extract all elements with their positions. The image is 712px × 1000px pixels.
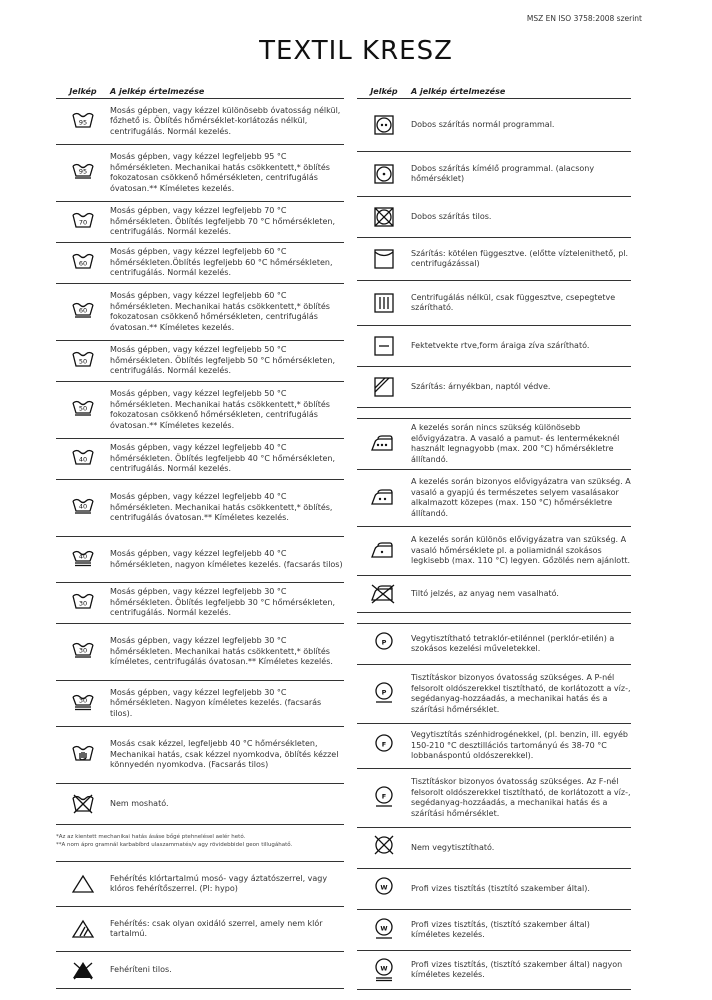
section-divider — [357, 613, 631, 624]
washing-row — [56, 99, 344, 145]
symbol-meaning: Fektetvekte rtve,form áraiga zíva szárítható. — [411, 340, 590, 350]
no-tumble-dry-icon — [357, 206, 411, 228]
symbol-meaning: Mosás gépben, vagy kézzel legfeljebb 50 °C hőmérsékleten. Öblítés legfeljebb 50 °C hőmérsékleten, centrifugálás. Normál kezelés. — [110, 345, 336, 376]
wash-tub-icon — [56, 497, 110, 519]
professional-care-row — [357, 724, 631, 769]
standard-reference: MSZ EN ISO 3758:2008 szerint — [526, 14, 642, 23]
symbol-meaning: Mosás csak kézzel, legfeljebb 40 °C hőmérsékleten, Mechanikai hatás, csak kézzel nyomkodva, öblítés kézzel könnyedén nyomkodva. (Facsarás tilos) — [110, 739, 339, 770]
symbol-meaning: Mosás gépben, vagy kézzel legfeljebb 60 °C hőmérsékleten.Öblítés legfeljebb 60 °C hőmérsékleten, centrifugálás. Normál kezelés. — [110, 247, 333, 278]
line-dry-icon — [357, 248, 411, 270]
wash-tub-icon — [56, 693, 110, 715]
symbol-meaning: Dobos szárítás kímélő programmal. (alacsony hőmérséklet) — [411, 163, 595, 183]
ironing-row — [357, 527, 631, 576]
symbol-meaning: Nem mosható. — [110, 798, 169, 808]
washing-row — [56, 439, 344, 480]
left-table-header — [56, 80, 344, 99]
wash-tub-icon — [56, 350, 110, 372]
wet-clean-very-gentle-icon — [357, 957, 411, 983]
symbol-meaning: Profi vizes tisztítás (tisztító szakember által). — [411, 883, 590, 893]
dry-clean-f-gentle-icon — [357, 785, 411, 811]
washing-row — [56, 202, 344, 243]
wash-tub-icon — [56, 211, 110, 233]
svg-text:F: F — [381, 792, 387, 801]
dry-shade-icon — [357, 376, 411, 398]
washing-row — [56, 145, 344, 202]
svg-text:50: 50 — [78, 404, 88, 413]
wet-clean-icon — [357, 876, 411, 902]
symbol-meaning: Centrifugálás nélkül, csak függesztve, csepegtetve szárítható. — [411, 292, 616, 312]
symbol-meaning: Nem vegytisztítható. — [411, 842, 495, 852]
washing-row — [56, 784, 344, 825]
symbol-meaning: Mosás gépben, vagy kézzel legfeljebb 60 °C hőmérsékleten. Mechanikai hatás csökkentett,* öblítés fokozatosan csökkenő hőmérsékleten, centrifugálás óvatosan.** Kíméletes kezelés. — [110, 291, 330, 332]
washing-row — [56, 624, 344, 681]
symbol-column-header: Jelkép — [370, 87, 398, 96]
no-bleach-icon — [56, 960, 110, 980]
symbol-meaning: Vegytisztítás szénhidrogénekkel, (pl. benzin, ill. egyéb 150-210 °C desztillációs tartományú és 38-70 °C lobbanáspontú oldószerekkel). — [411, 730, 629, 761]
bleach-triangle-icon — [56, 874, 110, 894]
symbol-meaning: A kezelés során különös elővigyázatra van szükség. A vasaló hőmérséklete pl. a poliamidnál szokásos legkisebb (max. 110 °C) legyen. Gőzölés nem ajánlott. — [411, 535, 631, 566]
svg-text:40: 40 — [78, 455, 88, 464]
svg-text:60: 60 — [78, 306, 88, 315]
washing-row — [56, 727, 344, 784]
section-divider — [357, 408, 631, 419]
symbol-meaning: Vegytisztítható tetraklór-etilénnel (perklór-etilén) a szokásos kezelési műveletekkel. — [411, 633, 615, 653]
washing-row — [56, 480, 344, 537]
hand-wash-icon — [56, 744, 110, 766]
svg-text:P: P — [381, 638, 387, 647]
no-dry-clean-icon — [357, 835, 411, 861]
wash-tub-icon — [56, 111, 110, 133]
iron-high-icon — [357, 434, 411, 454]
bleaching-row — [56, 952, 344, 989]
drying-row — [357, 326, 631, 367]
ironing-row — [357, 470, 631, 527]
wash-tub-icon — [56, 252, 110, 274]
tumble-dry-normal-icon — [357, 114, 411, 136]
iron-low-icon — [357, 541, 411, 561]
iron-medium-icon — [357, 488, 411, 508]
symbol-meaning: Szárítás: árnyékban, naptól védve. — [411, 381, 551, 391]
symbol-meaning: Tisztításkor bizonyos óvatosság szükséges. Az F-nél felsorolt oldószerekkel tisztítható, de korlátozott a víz-, segédanyag-hozzáadás, a mechanikai hatás és a szárítási hőmérséklet. — [411, 777, 631, 818]
tumble-dry-low-icon — [357, 163, 411, 185]
bleaching-row — [56, 907, 344, 952]
professional-care-row — [357, 910, 631, 951]
footnotes — [56, 825, 344, 862]
wash-tub-icon — [56, 592, 110, 614]
svg-text:70: 70 — [78, 218, 88, 227]
drying-row — [357, 152, 631, 197]
drip-dry-icon — [357, 292, 411, 314]
bleaching-row — [56, 862, 344, 907]
svg-text:40: 40 — [78, 552, 88, 560]
svg-text:40: 40 — [78, 502, 88, 511]
symbol-meaning: Tiltó jelzés, az anyag nem vasalható. — [411, 588, 559, 598]
drying-row — [357, 367, 631, 408]
drying-row — [357, 238, 631, 281]
symbol-column-header: Jelkép — [69, 87, 97, 96]
symbol-meaning: Fehéríteni tilos. — [110, 964, 172, 974]
symbol-meaning: Mosás gépben, vagy kézzel legfeljebb 50 °C hőmérsékleten. Mechanikai hatás csökkentett,* öblítés fokozatosan csökkenő hőmérsékleten, centrifugálás óvatosan.** Kíméletes kezelés. — [110, 389, 330, 430]
symbol-meaning: Tisztításkor bizonyos óvatosság szükséges. A P-nél felsorolt oldószerekkel tisztítható, de korlátozott a víz-, segédanyag-hozzáadás, a mechanikai hatás és a szárítási hőmérséklet. — [411, 673, 631, 714]
svg-text:50: 50 — [78, 357, 88, 366]
left-column — [56, 80, 344, 989]
professional-care-row — [357, 951, 631, 990]
symbol-meaning: A kezelés során nincs szükség különösebb elővigyázatra. A vasaló a pamut- és lentermékeknél használt legnagyobb (max. 200 °C) hőmérsékletre állítandó. — [411, 423, 620, 464]
wash-tub-icon — [56, 162, 110, 184]
ironing-row — [357, 576, 631, 613]
svg-text:30: 30 — [78, 696, 88, 704]
wet-clean-gentle-icon — [357, 917, 411, 943]
washing-row — [56, 382, 344, 439]
page-title: TEXTIL KRESZ — [259, 36, 453, 66]
svg-text:95: 95 — [78, 167, 88, 176]
professional-care-row — [357, 769, 631, 828]
footnote: **A nom ápro gramnál karbabíbrd ulaszammatés/v agy rövidebbidel geon tillugáhatő. — [56, 842, 293, 848]
professional-care-row — [357, 828, 631, 869]
washing-row — [56, 583, 344, 624]
svg-text:95: 95 — [78, 118, 88, 126]
wash-tub-icon — [56, 399, 110, 421]
professional-care-row — [357, 869, 631, 910]
symbol-meaning: Profi vizes tisztítás, (tisztító szakember által) nagyon kíméletes kezelés. — [411, 959, 623, 979]
bleach-non-chlorine-icon — [56, 919, 110, 939]
symbol-meaning: Mosás gépben, vagy kézzel legfeljebb 30 °C hőmérsékleten. Öblítés legfeljebb 30 °C hőmérsékleten, centrifugálás. Normál kezelés. — [110, 587, 336, 618]
symbol-meaning: A kezelés során bizonyos elővigyázatra van szükség. A vasaló a gyapjú és természetes selyem vasalásakor alkalmazott közepes (max. 150 °C) hőmérsékletre állítandó. — [411, 477, 631, 518]
wash-tub-icon — [56, 301, 110, 323]
svg-text:W: W — [380, 924, 388, 933]
washing-row — [56, 341, 344, 382]
svg-text:W: W — [380, 883, 388, 892]
right-table-header — [357, 80, 631, 99]
washing-row — [56, 537, 344, 583]
dry-clean-f-icon — [357, 733, 411, 759]
symbol-meaning: Fehérítés klórtartalmú mosó- vagy áztatószerrel, vagy klóros fehérítőszerrel. (Pl: hypo) — [110, 873, 328, 893]
symbol-meaning: Szárítás: kötélen függesztve. (előtte víztelenithető, pl. centrifugázással) — [411, 248, 629, 268]
drying-row — [357, 281, 631, 326]
drying-row — [357, 197, 631, 238]
washing-row — [56, 284, 344, 341]
wash-tub-icon — [56, 641, 110, 663]
no-wash-icon — [56, 793, 110, 815]
professional-care-row — [357, 665, 631, 724]
svg-text:60: 60 — [78, 259, 88, 268]
symbol-meaning: Mosás gépben, vagy kézzel legfeljebb 30 °C hőmérsékleten. Nagyon kíméletes kezelés. (facsarás tilos). — [110, 687, 322, 718]
dry-clean-p-gentle-icon — [357, 681, 411, 707]
symbol-meaning: Mosás gépben, vagy kézzel legfeljebb 30 °C hőmérsékleten. Mechanikai hatás csökkentett,* öblítés kíméletes, centrifugálás óvatosan.** Kíméletes kezelés. — [110, 636, 333, 667]
symbol-meaning: Mosás gépben, vagy kézzel legfeljebb 70 °C hőmérsékleten. Öblítés legfeljebb 70 °C hőmérsékleten, centrifugálás. Normál kezelés. — [110, 206, 336, 237]
symbol-meaning: Mosás gépben, vagy kézzel legfeljebb 95 °C hőmérsékleten. Mechanikai hatás csökkentett,* öblítés fokozatosan csökkenő hőmérsékleten, centrifugálás óvatosan.** Kíméletes kezelés. — [110, 152, 330, 193]
svg-text:F: F — [381, 740, 387, 749]
wash-tub-icon — [56, 549, 110, 571]
symbol-meaning: Mosás gépben, vagy kézzel legfeljebb 40 °C hőmérsékleten. Öblítés legfeljebb 40 °C hőmérsékleten, centrifugálás. Normál kezelés. — [110, 443, 336, 474]
no-iron-icon — [357, 584, 411, 604]
svg-text:30: 30 — [78, 646, 88, 655]
svg-text:W: W — [380, 964, 388, 973]
meaning-column-header: A jelkép értelmezése — [411, 87, 506, 96]
dry-clean-p-icon — [357, 631, 411, 657]
symbol-meaning: Mosás gépben, vagy kézzel legfeljebb 40 °C hőmérsékleten, nagyon kíméletes kezelés. (facsarás tilos) — [110, 549, 343, 569]
symbol-meaning: Dobos szárítás normál programmal. — [411, 119, 555, 129]
svg-text:P: P — [381, 688, 387, 697]
drying-row — [357, 99, 631, 152]
meaning-column-header: A jelkép értelmezése — [110, 87, 205, 96]
right-column — [357, 80, 631, 990]
symbol-meaning: Mosás gépben, vagy kézzel legfeljebb 40 °C hőmérsékleten. Mechanikai hatás csökkentett,* öblítés, centrifugálás óvatosan.** Kíméletes kezelés. — [110, 492, 333, 523]
professional-care-row — [357, 624, 631, 665]
footnote: *Az az kientett mechanikai hatás ásáse bőgé ptehnelésel aelér hetó. — [56, 834, 246, 840]
symbol-meaning: Fehérítés: csak olyan oxidáló szerrel, amely nem klór tartalmú. — [110, 918, 323, 938]
svg-text:30: 30 — [78, 599, 88, 608]
wash-tub-icon — [56, 448, 110, 470]
symbol-meaning: Dobos szárítás tilos. — [411, 211, 492, 221]
dry-flat-icon — [357, 335, 411, 357]
washing-row — [56, 243, 344, 284]
ironing-row — [357, 419, 631, 470]
washing-row — [56, 681, 344, 727]
symbol-meaning: Profi vizes tisztítás, (tisztító szakember által) kíméletes kezelés. — [411, 919, 590, 939]
symbol-meaning: Mosás gépben, vagy kézzel különösebb óvatosság nélkül, főzhető is. Öblítés hőmérséklet-korlátozás nélkül, centrifugálás. Normál kezelés. — [110, 105, 341, 136]
